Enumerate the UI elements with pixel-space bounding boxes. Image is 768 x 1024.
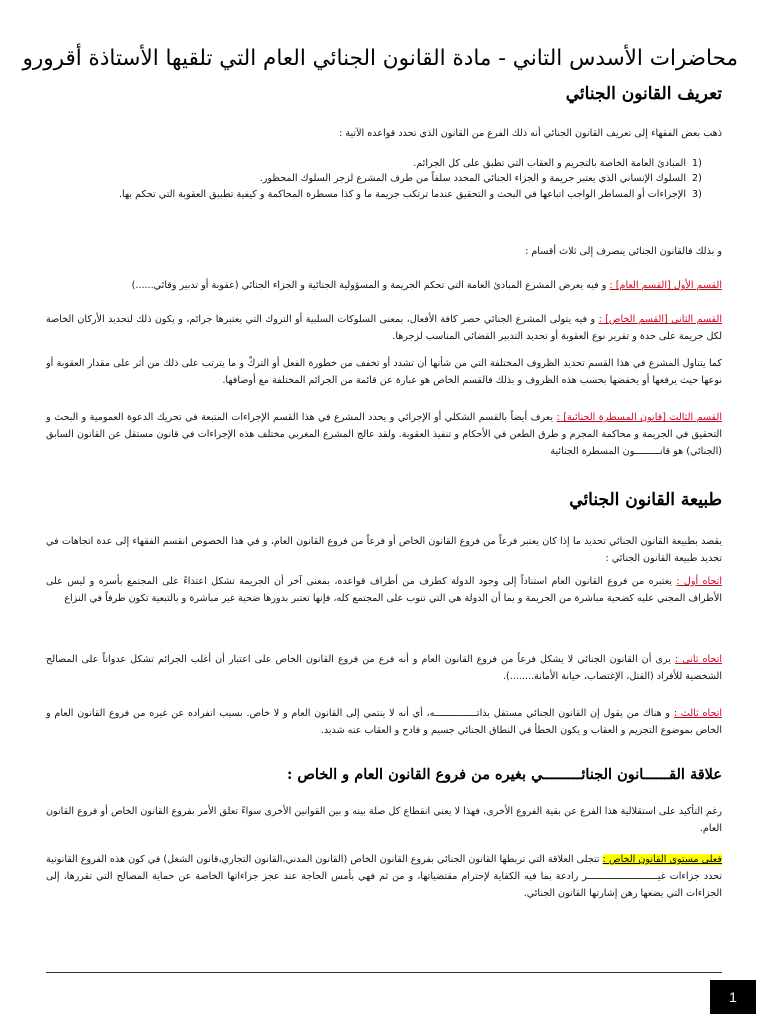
- private-law-text: تتجلى العلاقة التي تربطها القانون الجنائي بفروع القانون الخاص (القانون المدني،القانون التجاري،قانون الشغل) في كون هذه الفروع القانونية تحدد جزاءات غيـــــــــــــــــــــــــر رادعة بما فيه الكفاية لإحترام مقتضياتها، و من ثم فهي بأمس الحاجة عند عجز جزاءاتها الخاصة عن حماية المصالح التي تقررها، إلى الجزاءات التي يضعها رهن إشارتها القانون الجنائي.: [46, 854, 722, 899]
- trend-one-paragraph: [46, 574, 722, 608]
- part-three-text: يعرف أيضاً بالقسم الشكلي أو الإجرائي و يحدد المشرع في هذا القسم الإجراءات المتبعة في تحريك الدعوة العمومية و البحث و التحقيق في الجريمة و محاكمة المجرم و طرق الطعن في الأحكام و تنفيذ العقوبة. ولقد عالج المشرع المغربي مختلف هذه الإجراءات في قانون مستقل عن القانون السابق (الجنائي) هو قانـــــــــون المسطرة الجنائية: [46, 412, 722, 457]
- trend-three-label: اتجاه ثالث :: [673, 708, 722, 719]
- list-item-text: السلوك الإنساني الذي يعتبر جريمة و الجزاء الجنائي المحدد سلفاً من طرف المشرع لزجر السلوك المحظور.: [259, 173, 686, 185]
- document-title: محاضرات الأسدس التاني - مادة القانون الجنائي العام التي تلقيها الأستاذة أقرورو: [22, 46, 738, 71]
- list-item: [46, 171, 714, 186]
- part-two-label: القسم الثاني [القسم الخاص] :: [598, 314, 722, 325]
- list-item-number: 2): [692, 173, 702, 185]
- list-item-text: الإجراءات أو المساطر الواجب اتباعها في البحث و التحقيق عندما ترتكب جريمة ما و كذا مسطرة المحاكمة و كيفية تطبيق العقوبة التي تحكم بها.: [118, 188, 686, 200]
- trend-two-label: اتجاه ثاني :: [674, 654, 722, 665]
- private-law-label: فعلى مستوى القانون الخاص :: [602, 854, 722, 865]
- section-heading-definition: تعريف القانون الجنائي: [565, 84, 722, 104]
- definition-intro: ذهب بعض الفقهاء إلى تعريف القانون الجنائي أنه ذلك الفرع من القانون الذي تحدد قواعده الآتية :: [339, 128, 722, 139]
- nature-intro: يقصد بطبيعة القانون الجنائي تحديد ما إذا كان يعتبر فرعاً من فروع القانون الخاص أو فرعاً من فروع القانون العام، و في هذا الخصوص انقسم الفقهاء إلى عدة اتجاهات في تحديد طبيعة القانون الجنائي :: [46, 536, 722, 564]
- section-heading-relationship: علاقة القــــــانون الجنائـــــــــي بغيره من فروع القانون العام و الخاص :: [286, 766, 722, 783]
- part-three-label: القسم الثالث [قانون المسطرة الجنائية] :: [556, 412, 722, 423]
- trend-three-paragraph: [46, 706, 722, 740]
- part-two-continued: كما يتناول المشرع في هذا القسم تحديد الظروف المختلفة التي من شأنها أن تشدد أو تخفف من خطورة الفعل أو التركْ و ما يترتب على ذلك من أثر على مقدار العقوبة أو نوعها حيث يرفعها أو يخفضها بحسب هذه الظروف و بذلك فالقسم الخاص هو عبارة عن قائمة من الجرائم المختلفة مع أوصافها.: [46, 358, 722, 386]
- part-two-paragraph: [46, 312, 722, 346]
- definition-list: [46, 156, 714, 202]
- list-item-text: المبادئ العامة الخاصة بالتجريم و العقاب التي تطبق على كل الجرائم.: [413, 158, 686, 169]
- list-item: [46, 156, 714, 171]
- page-number: 1: [710, 980, 756, 1014]
- trend-three-text: و هناك من يقول إن القانون الجنائي مستقل بذاتـــــــــــــــه، أي أنه لا ينتمي إلى القانون العام و لا خاص. بسبب انفراده عن غيره من فروع القانون العام و الخاص بموضوع التجريم و العقاب و يكون الخطأ في النطاق الجنائي جسيم و فادح و العقاب عنه شديد.: [46, 708, 722, 736]
- trend-two-text: يرى أن القانون الجنائي لا يشكل فرعاً من فروع القانون العام و أنه فرع من فروع القانون الخاص على اعتبار أن أغلب الجرائم تشكل عدواناً على المصالح الشخصية للأفراد (القتل، الإغتصاب، خيانة الأمانة........).: [46, 654, 722, 682]
- part-one-text: و فيه يعرض المشرع المبادئ العامة التي تحكم الجريمة و المسؤولية الجنائية و الجزاء الجنائي (عقوبة أو تدبير وقائي......): [131, 280, 607, 291]
- part-one-paragraph: [46, 278, 722, 295]
- trend-two-paragraph: [46, 652, 722, 686]
- division-intro: و بذلك فالقانون الجنائي ينصرف إلى ثلاث أقسام :: [525, 246, 722, 257]
- private-law-paragraph: [46, 852, 722, 902]
- list-item: [46, 187, 714, 202]
- relationship-intro: رغم التأكيد على استقلالية هذا الفرع عن بقية الفروع الأخرى، فهذا لا يعني انقطاع كل صلة بينه و بين القوانين الأخرى سواءً تعلق الأمر بفروع القانون الخاص أو فروع القانون العام.: [46, 806, 722, 834]
- list-item-number: 1): [692, 158, 702, 169]
- part-three-paragraph: [46, 410, 722, 460]
- part-two-text: و فيه يتولى المشرع الجنائي حصر كافة الأفعال، بمعنى السلوكات السلبية أو التروك التي يعتبرها جرائم، و يكون ذلك لتحديد الأركان الخاصة لكل جريمة على حدة و تقرير نوع العقوبة أو تحديد التدبير القضائي المناسب لزجرها.: [46, 314, 722, 342]
- part-one-label: القسم الأول [القسم العام] :: [609, 280, 722, 291]
- trend-one-label: اتجاه أول :: [676, 576, 722, 587]
- trend-one-text: يعتبره من فروع القانون العام استناداً إلى وجود الدولة كطرف من أطراف قواعده، بمعنى آخر أن الجريمة تشكل اعتداءً على المجتمع بأسره و ليس على الأطراف المجني عليه كضحية مباشرة من الجريمة و بما أن الدولة هي التي تنوب على المجتمع كله، فإنها تعتبر بدورها ضحية غير مباشرة و بالتبعية تكون طرفاً في النزاع: [46, 576, 722, 604]
- footer-divider: [46, 972, 722, 973]
- section-heading-nature: طبيعة القانون الجنائي: [569, 490, 722, 510]
- list-item-number: 3): [692, 188, 702, 200]
